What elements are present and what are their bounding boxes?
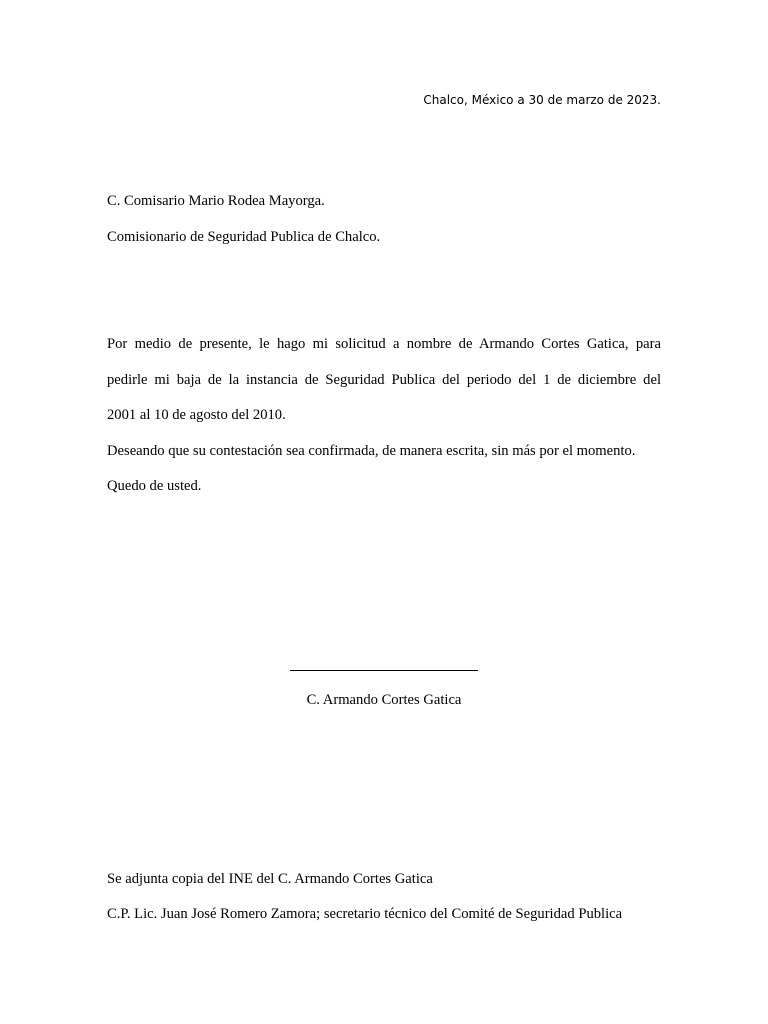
attachment-note: Se adjunta copia del INE del C. Armando Cortes Gatica (107, 871, 433, 887)
closing-line: Quedo de usted. (107, 478, 202, 494)
body-paragraph-2: Deseando que su contestación sea confirmada, de manera escrita, sin más por el momento. (107, 443, 636, 459)
body-paragraph-1-line-1: Por medio de presente, le hago mi solicitud a nombre de Armando Cortes Gatica, para (107, 336, 661, 352)
cc-note: C.P. Lic. Juan José Romero Zamora; secretario técnico del Comité de Seguridad Publica (107, 906, 623, 922)
recipient-title: Comisionario de Seguridad Publica de Chalco. (107, 229, 381, 245)
signature-line (290, 670, 478, 671)
recipient-name: C. Comisario Mario Rodea Mayorga. (107, 193, 325, 209)
body-paragraph-1-line-3: 2001 al 10 de agosto del 2010. (107, 407, 286, 423)
place-date: Chalco, México a 30 de marzo de 2023. (423, 93, 661, 107)
body-paragraph-1-line-2: pedirle mi baja de la instancia de Seguridad Publica del periodo del 1 de diciembre del (107, 372, 661, 388)
signature-name: C. Armando Cortes Gatica (306, 692, 462, 708)
